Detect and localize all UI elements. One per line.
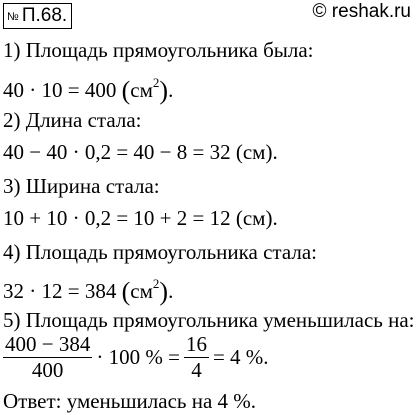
step-2-title: 2) Длина стала: bbox=[3, 108, 142, 132]
number-sign: № bbox=[7, 11, 19, 23]
step-5-formula bbox=[3, 333, 273, 382]
unit-exponent: 2 bbox=[152, 75, 160, 90]
answer-line: Ответ: уменьшилась на 4 %. bbox=[3, 389, 257, 413]
step-1-title: 1) Площадь прямоугольника была: bbox=[3, 38, 314, 62]
step-4-end: . bbox=[168, 279, 174, 303]
watermark: © reshak.ru bbox=[312, 1, 411, 22]
step-1-expression: 40 · 10 = 400 bbox=[3, 78, 117, 102]
step-1-end: . bbox=[168, 78, 174, 102]
step-5-multiplier: · 100 % = bbox=[96, 345, 180, 369]
step-3-title: 3) Ширина стала: bbox=[3, 174, 160, 198]
step-4-expression: 32 · 12 = 384 bbox=[3, 279, 117, 303]
step-5-title: 5) Площадь прямоугольника уменьшилась на: bbox=[3, 308, 415, 332]
unit-exponent: 2 bbox=[152, 276, 160, 291]
fraction-percent-change bbox=[3, 333, 92, 382]
fraction-numerator: 16 bbox=[185, 332, 207, 356]
fraction-denominator: 4 bbox=[191, 358, 202, 382]
unit-cm: см bbox=[130, 279, 153, 303]
paren-close: ) bbox=[159, 76, 169, 105]
step-2-formula: 40 − 40 · 0,2 = 40 − 8 = 32 (см). bbox=[3, 140, 278, 164]
step-5-result: = 4 %. bbox=[212, 345, 269, 369]
step-4-formula bbox=[3, 274, 174, 306]
step-1-formula bbox=[3, 73, 174, 105]
paren-open: ( bbox=[121, 76, 131, 105]
unit-cm: см bbox=[130, 78, 153, 102]
fraction-simplified bbox=[184, 333, 209, 382]
fraction-denominator: 400 bbox=[31, 358, 64, 382]
step-4-title: 4) Площадь прямоугольника стала: bbox=[3, 240, 317, 264]
problem-id: П.68. bbox=[21, 5, 68, 26]
paren-open: ( bbox=[121, 277, 131, 306]
step-3-formula: 10 + 10 · 0,2 = 10 + 2 = 12 (см). bbox=[3, 206, 278, 230]
paren-close: ) bbox=[159, 277, 169, 306]
fraction-numerator: 400 − 384 bbox=[5, 332, 91, 356]
problem-number-badge bbox=[3, 3, 72, 29]
